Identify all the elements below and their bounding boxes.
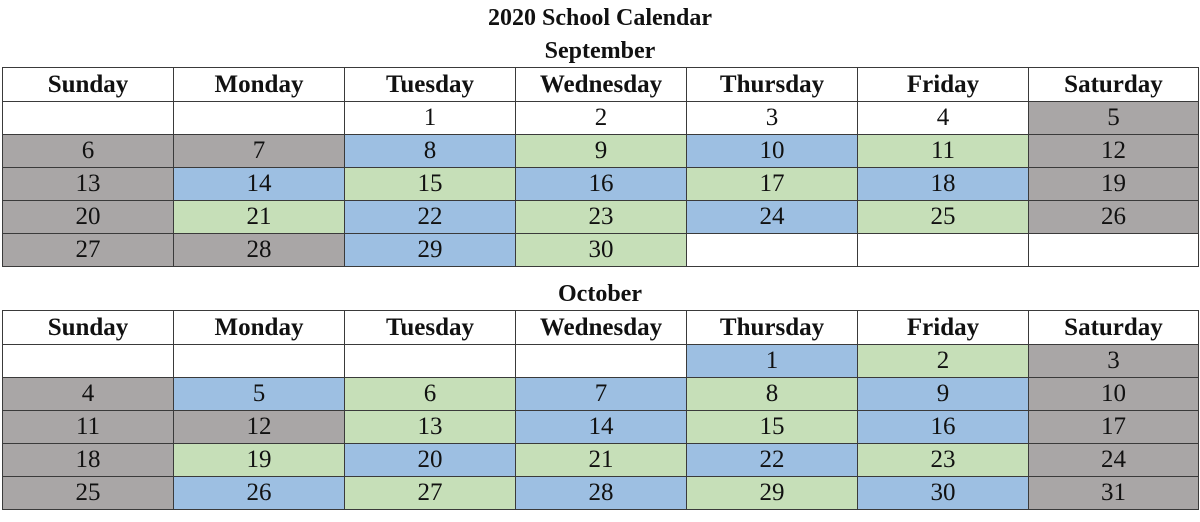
day-cell: 14 xyxy=(174,168,345,201)
weekday-header: Tuesday xyxy=(345,68,516,102)
weekday-header-row xyxy=(3,311,1199,345)
day-cell: 23 xyxy=(858,444,1029,477)
day-cell: 31 xyxy=(1029,477,1199,510)
day-cell: 22 xyxy=(345,201,516,234)
day-cell: 2 xyxy=(858,345,1029,378)
day-cell: 27 xyxy=(3,234,174,267)
page-title: 2020 School Calendar xyxy=(487,5,712,31)
day-cell: 25 xyxy=(3,477,174,510)
weekday-header: Saturday xyxy=(1029,311,1199,345)
day-cell: 12 xyxy=(1029,135,1199,168)
day-cell: 5 xyxy=(1029,102,1199,135)
day-cell: 1 xyxy=(345,102,516,135)
day-cell: 13 xyxy=(3,168,174,201)
calendar-table-october xyxy=(2,310,1199,510)
day-cell: 20 xyxy=(3,201,174,234)
day-cell: 11 xyxy=(3,411,174,444)
day-cell: 22 xyxy=(687,444,858,477)
weekday-header: Friday xyxy=(858,68,1029,102)
week-row xyxy=(3,411,1199,444)
week-row xyxy=(3,444,1199,477)
week-row xyxy=(3,378,1199,411)
weekday-header: Sunday xyxy=(3,311,174,345)
weekday-header: Monday xyxy=(174,311,345,345)
day-cell: 30 xyxy=(516,234,687,267)
day-cell: 23 xyxy=(516,201,687,234)
day-cell: 12 xyxy=(174,411,345,444)
empty-day-cell xyxy=(345,345,516,378)
weekday-header: Thursday xyxy=(687,68,858,102)
day-cell: 4 xyxy=(3,378,174,411)
empty-day-cell xyxy=(1029,234,1199,267)
weekday-header: Friday xyxy=(858,311,1029,345)
weekday-header: Tuesday xyxy=(345,311,516,345)
day-cell: 30 xyxy=(858,477,1029,510)
weekday-header: Thursday xyxy=(687,311,858,345)
day-cell: 10 xyxy=(1029,378,1199,411)
week-row xyxy=(3,135,1199,168)
day-cell: 25 xyxy=(858,201,1029,234)
day-cell: 29 xyxy=(687,477,858,510)
day-cell: 10 xyxy=(687,135,858,168)
day-cell: 26 xyxy=(174,477,345,510)
day-cell: 7 xyxy=(516,378,687,411)
empty-day-cell xyxy=(3,345,174,378)
calendar-table-september xyxy=(2,67,1199,267)
day-cell: 26 xyxy=(1029,201,1199,234)
weekday-header-row xyxy=(3,68,1199,102)
day-cell: 14 xyxy=(516,411,687,444)
day-cell: 28 xyxy=(516,477,687,510)
day-cell: 6 xyxy=(3,135,174,168)
day-cell: 17 xyxy=(687,168,858,201)
day-cell: 29 xyxy=(345,234,516,267)
day-cell: 9 xyxy=(516,135,687,168)
day-cell: 16 xyxy=(516,168,687,201)
week-row xyxy=(3,168,1199,201)
empty-day-cell xyxy=(3,102,174,135)
week-row xyxy=(3,234,1199,267)
day-cell: 4 xyxy=(858,102,1029,135)
weekday-header: Wednesday xyxy=(516,311,687,345)
weekday-header: Saturday xyxy=(1029,68,1199,102)
day-cell: 8 xyxy=(687,378,858,411)
day-cell: 5 xyxy=(174,378,345,411)
day-cell: 27 xyxy=(345,477,516,510)
day-cell: 19 xyxy=(1029,168,1199,201)
week-row xyxy=(3,102,1199,135)
day-cell: 2 xyxy=(516,102,687,135)
empty-day-cell xyxy=(174,102,345,135)
day-cell: 28 xyxy=(174,234,345,267)
day-cell: 15 xyxy=(687,411,858,444)
weekday-header: Wednesday xyxy=(516,68,687,102)
day-cell: 19 xyxy=(174,444,345,477)
day-cell: 16 xyxy=(858,411,1029,444)
week-row xyxy=(3,345,1199,378)
day-cell: 9 xyxy=(858,378,1029,411)
day-cell: 13 xyxy=(345,411,516,444)
day-cell: 1 xyxy=(687,345,858,378)
empty-day-cell xyxy=(516,345,687,378)
day-cell: 3 xyxy=(687,102,858,135)
day-cell: 18 xyxy=(858,168,1029,201)
day-cell: 7 xyxy=(174,135,345,168)
weekday-header: Monday xyxy=(174,68,345,102)
empty-day-cell xyxy=(174,345,345,378)
day-cell: 17 xyxy=(1029,411,1199,444)
day-cell: 8 xyxy=(345,135,516,168)
month-title-september: September xyxy=(544,38,656,64)
day-cell: 20 xyxy=(345,444,516,477)
day-cell: 11 xyxy=(858,135,1029,168)
week-row xyxy=(3,477,1199,510)
day-cell: 21 xyxy=(516,444,687,477)
day-cell: 3 xyxy=(1029,345,1199,378)
empty-day-cell xyxy=(687,234,858,267)
week-row xyxy=(3,201,1199,234)
day-cell: 24 xyxy=(1029,444,1199,477)
day-cell: 24 xyxy=(687,201,858,234)
day-cell: 15 xyxy=(345,168,516,201)
weekday-header: Sunday xyxy=(3,68,174,102)
month-title-october: October xyxy=(558,281,642,307)
day-cell: 18 xyxy=(3,444,174,477)
day-cell: 6 xyxy=(345,378,516,411)
empty-day-cell xyxy=(858,234,1029,267)
day-cell: 21 xyxy=(174,201,345,234)
